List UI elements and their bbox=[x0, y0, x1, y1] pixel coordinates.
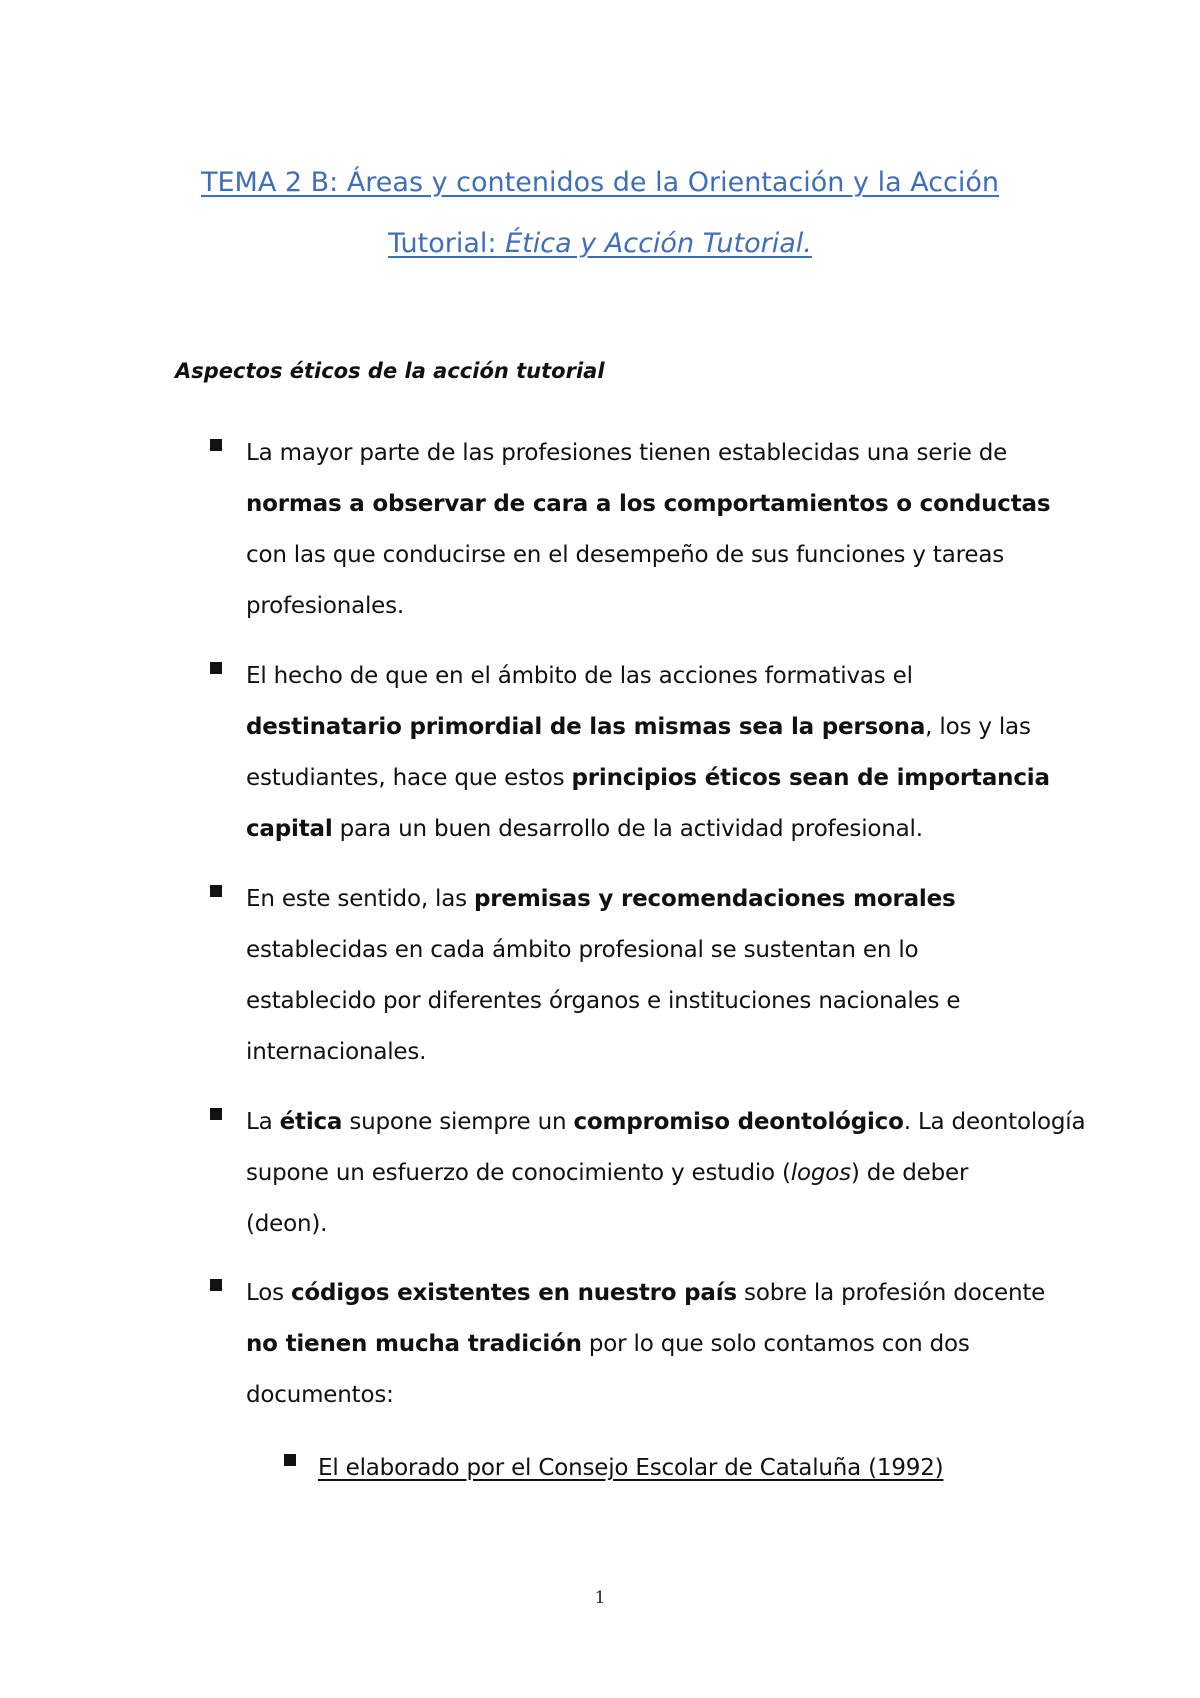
bold-phrase: destinatario primordial de las mismas sea la persona bbox=[246, 714, 926, 740]
text-run: supone un esfuerzo de conocimiento y estudio bbox=[246, 1160, 783, 1186]
text-line bbox=[246, 479, 1050, 530]
title-italic-subtitle: Ética y Acción Tutorial. bbox=[505, 228, 812, 259]
square-bullet-icon bbox=[210, 1108, 222, 1120]
text-line bbox=[246, 702, 1050, 753]
italic-term: logos bbox=[790, 1160, 851, 1186]
text-line bbox=[246, 804, 1050, 855]
bullet-text bbox=[246, 1268, 1050, 1421]
bullet-item-5 bbox=[210, 1268, 1050, 1421]
text-line: internacionales. bbox=[246, 1039, 427, 1065]
bold-phrase: capital bbox=[246, 816, 333, 842]
text-line bbox=[246, 1268, 1050, 1319]
square-bullet-icon bbox=[210, 885, 222, 897]
bold-phrase: premisas y recomendaciones morales bbox=[474, 886, 956, 912]
title-prefix: Tutorial: bbox=[388, 228, 506, 259]
text-run: ( bbox=[782, 1160, 791, 1186]
sub-bullet-text bbox=[318, 1443, 1044, 1494]
section-heading: Aspectos éticos de la acción tutorial bbox=[175, 359, 605, 383]
text-line bbox=[246, 1319, 1050, 1370]
text-line bbox=[246, 874, 1050, 925]
text-run: , los y las bbox=[925, 714, 1031, 740]
text-run: supone siempre un bbox=[342, 1109, 574, 1135]
bullet-item-2 bbox=[210, 651, 1050, 855]
bullet-text bbox=[246, 651, 1050, 855]
bold-phrase: principios éticos sean de importancia bbox=[571, 765, 1050, 791]
square-bullet-icon bbox=[210, 439, 222, 451]
bold-phrase: no tienen mucha tradición bbox=[246, 1331, 582, 1357]
bold-phrase: compromiso deontológico bbox=[573, 1109, 904, 1135]
page-number: 1 bbox=[594, 1588, 606, 1608]
text-line bbox=[246, 1148, 1050, 1199]
text-run: para un buen desarrollo de la actividad profesional. bbox=[332, 816, 923, 842]
bullet-item-4 bbox=[210, 1097, 1086, 1250]
bullet-text bbox=[246, 874, 1050, 1078]
text-line: establecido por diferentes órganos e instituciones nacionales e bbox=[246, 988, 961, 1014]
text-run: ) de deber bbox=[850, 1160, 969, 1186]
bold-phrase: ética bbox=[279, 1109, 343, 1135]
text-run: por lo que solo contamos con dos bbox=[581, 1331, 970, 1357]
bullet-item-3 bbox=[210, 874, 1050, 1078]
text-line: documentos: bbox=[246, 1382, 394, 1408]
bullet-text bbox=[246, 428, 1050, 632]
text-run: Los bbox=[246, 1280, 291, 1306]
text-line: profesionales. bbox=[246, 593, 405, 619]
bullet-text bbox=[246, 1097, 1086, 1250]
text-line: El hecho de que en el ámbito de las acciones formativas el bbox=[246, 663, 913, 689]
document-title-line-1: TEMA 2 B: Áreas y contenidos de la Orientación y la Acción bbox=[200, 167, 1000, 198]
text-line: La mayor parte de las profesiones tienen establecidas una serie de bbox=[246, 440, 1008, 466]
square-bullet-icon bbox=[210, 662, 222, 674]
text-line: El elaborado por el Consejo Escolar de Cataluña (1992) bbox=[318, 1455, 944, 1481]
text-line bbox=[246, 1097, 1086, 1148]
text-line: con las que conducirse en el desempeño de sus funciones y tareas bbox=[246, 542, 1005, 568]
bullet-item-1 bbox=[210, 428, 1050, 632]
square-bullet-icon bbox=[210, 1279, 222, 1291]
text-run: La bbox=[246, 1109, 280, 1135]
bold-phrase: códigos existentes en nuestro país bbox=[290, 1280, 737, 1306]
text-run: sobre la profesión docente bbox=[736, 1280, 1046, 1306]
text-line: establecidas en cada ámbito profesional se sustentan en lo bbox=[246, 937, 919, 963]
text-line: (deon). bbox=[246, 1211, 328, 1237]
square-bullet-icon bbox=[284, 1454, 296, 1466]
sub-bullet-item bbox=[284, 1443, 1044, 1494]
text-line bbox=[246, 753, 1050, 804]
document-title-line-2 bbox=[150, 227, 1050, 261]
bold-phrase: normas a observar de cara a los comportamientos o conductas bbox=[246, 491, 1051, 517]
text-run: En este sentido, las bbox=[246, 886, 475, 912]
text-run: . La deontología bbox=[903, 1109, 1086, 1135]
text-run: estudiantes, hace que estos bbox=[246, 765, 572, 791]
